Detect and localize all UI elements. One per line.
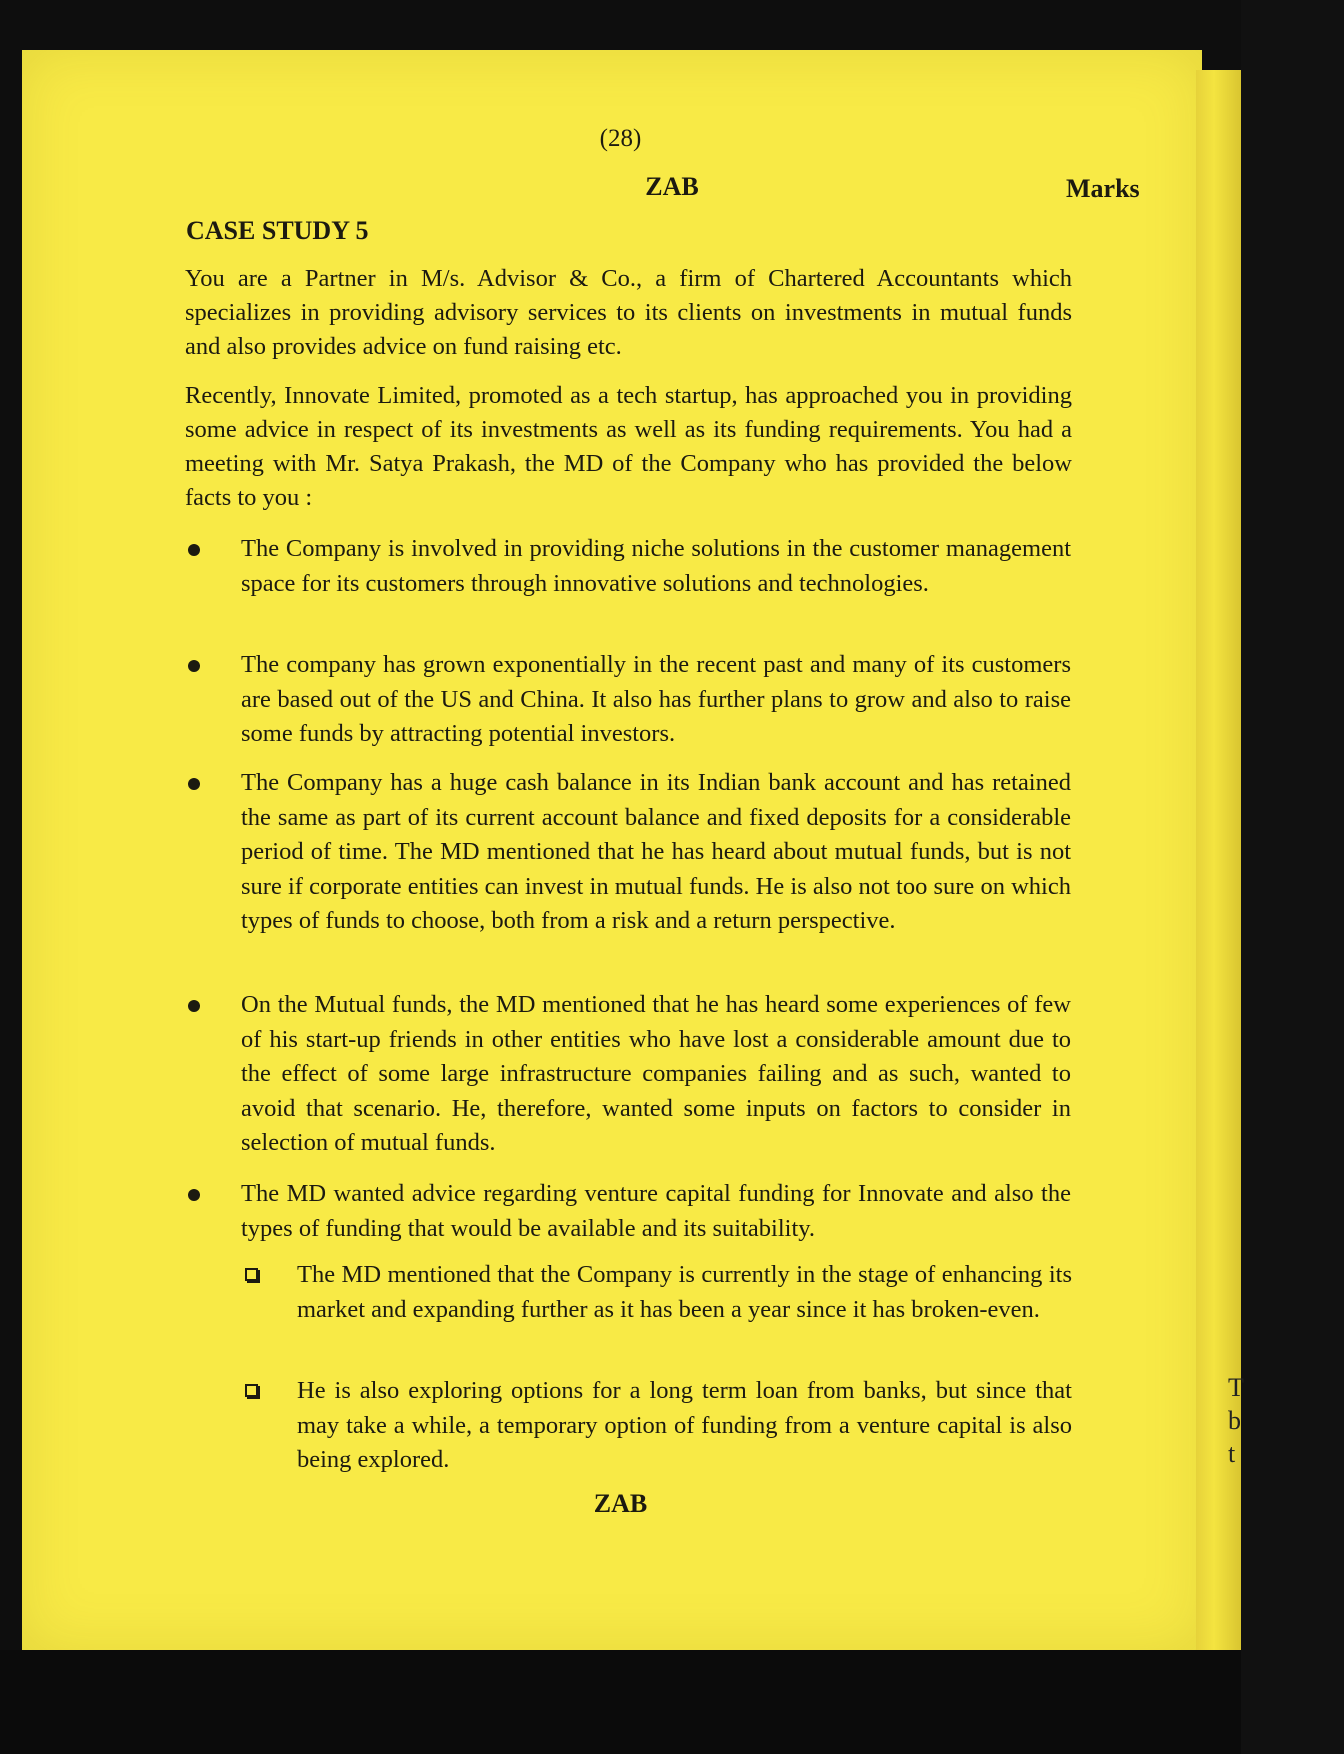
case-study-title: CASE STUDY 5 <box>186 216 369 245</box>
context-paragraph: Recently, Innovate Limited, promoted as a tech startup, has approached you in providing some advice in respect of its investments as well as its funding requirements. You had a meeting with Mr. Satya Prakash, the MD of the Company who has provided the below facts to you : <box>185 382 1072 511</box>
marks-column-label: Marks <box>1066 174 1140 203</box>
intro-paragraph: You are a Partner in M/s. Advisor & Co., a firm of Chartered Accountants which specializes in providing advisory services to its clients on investments in mutual funds and also provides advice on fund raising etc. <box>185 265 1072 360</box>
sub-list-item-text: The MD mentioned that the Company is currently in the stage of enhancing its market and expanding further as it has been a year since it has broken-even. <box>297 1261 1072 1323</box>
bullet-icon <box>188 544 200 556</box>
bullet-icon <box>188 1189 200 1201</box>
edge-glyph: t <box>1228 1439 1236 1468</box>
list-item-text: The Company has a huge cash balance in its Indian bank account and has retained the same as part of its current account balance and fixed deposits for a considerable period of time. The MD mentioned that he has heard about mutual funds, but is not sure if corporate entities can invest in mutual funds. He is also not too sure on which types of funds to choose, both from a risk and a return perspective. <box>241 769 1071 934</box>
bullet-icon <box>188 778 200 790</box>
edge-glyph: T <box>1228 1373 1244 1402</box>
checkbox-bullet-icon <box>245 1268 258 1281</box>
edge-glyph: b <box>1228 1406 1241 1435</box>
scanner-background <box>0 1650 1241 1754</box>
list-item-text: The company has grown exponentially in the recent past and many of its customers are based out of the US and China. It also has further plans to grow and also to raise some funds by attracting potential investors. <box>241 651 1071 747</box>
sub-list-item-text: He is also exploring options for a long term loan from banks, but since that may take a while, a temporary option of funding from a venture capital is also being explored. <box>297 1377 1072 1473</box>
bullet-icon <box>188 660 200 672</box>
list-item-text: On the Mutual funds, the MD mentioned that he has heard some experiences of few of his start-up friends in other entities who have lost a considerable amount due to the effect of some large infrastructure companies failing and as such, wanted to avoid that scenario. He, therefore, wanted some inputs on factors to consider in selection of mutual funds. <box>241 991 1071 1156</box>
checkbox-bullet-icon <box>245 1384 258 1397</box>
paper-code-footer: ZAB <box>593 1489 648 1518</box>
paper-code-header: ZAB <box>645 172 699 201</box>
list-item-text: The Company is involved in providing niche solutions in the customer management space for its customers through innovative solutions and technologies. <box>241 535 1071 597</box>
list-item-text: The MD wanted advice regarding venture capital funding for Innovate and also the types of funding that would be available and its suitability. <box>241 1180 1071 1242</box>
page-number: (28) <box>599 125 642 152</box>
bullet-icon <box>188 1000 200 1012</box>
